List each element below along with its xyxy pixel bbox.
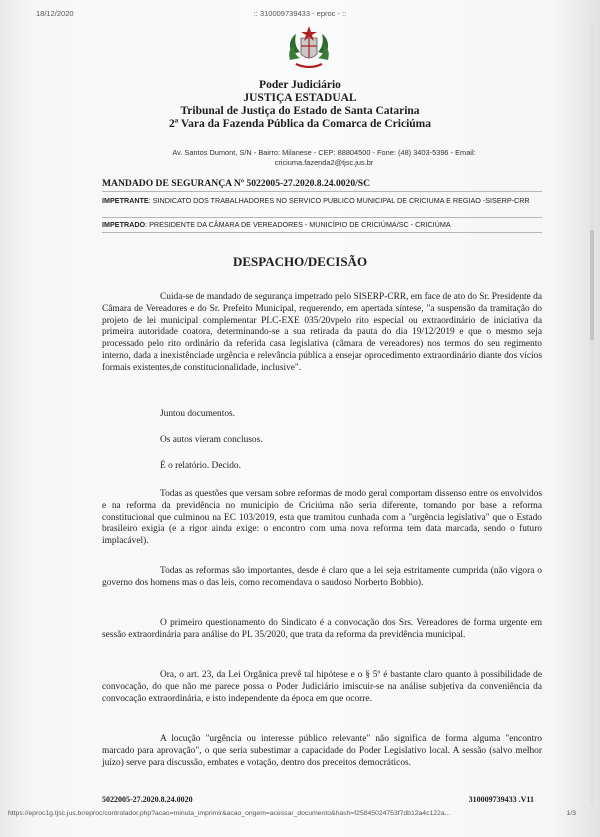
court-header (60, 79, 540, 131)
court-address (138, 148, 510, 168)
impetrante-row (102, 196, 542, 206)
impetrante-value: : SINDICATO DOS TRABALHADORES NO SERVICO PUBLICO MUNICIPAL DE CRICIUMA E REGIAO -SISERP-CRR (148, 196, 530, 205)
paragraph-4: É o relatório. Decido. (160, 461, 241, 471)
divider (102, 217, 542, 218)
print-url[interactable]: https://eproc1g.tjsc.jus.br/eproc/controlador.php?acao=minuta_imprimir&acao_origem=acessar_documento&hash=f25845024753f7db12a4c122a... (8, 810, 451, 817)
paragraph-1: Cuida-se de mandado de segurança impetrado pelo SISERP-CRR, em face de ato do Sr. Presidente da Câmara de Vereadores e do Sr. Prefeito Municipal, requerendo, em apertada síntese, "a suspensão da tramitação do projeto de lei municipal complementar PLC-EXE 035/20vpelo rito especial ou extraordinário de iniciativa da primeira autoridade coatora, determinando-se a sua retirada da pauta do dia 19/12/2019 e que o mesmo seja processado pelo rito ordinário da referida casa legislativa (câmara de vereadores) nos termos do seu regimento interno, dada a inexistênciade urgência e relevância pública a ensejar oprocedimento extraordinário diante dos vícios formais existentes,de constitucionalidade, inclusive". (102, 292, 542, 373)
paragraph-6: Todas as reformas são importantes, desde é claro que a lei seja estritamente cumprida (não vigora o governo dos homens mas o das leis, como recomendava o saudoso Norberto Bobbio). (102, 566, 542, 588)
case-title: MANDADO DE SEGURANÇA Nº 5022005-27.2020.8.24.0020/SC (102, 178, 371, 189)
court-line-3: Tribunal de Justiça do Estado de Santa Catarina (180, 105, 420, 117)
footer-case-number: 5022005-27.2020.8.24.0020 (102, 795, 193, 804)
court-line-1: Poder Judiciário (259, 79, 341, 91)
print-doc-ref: :: 310009739433 - eproc - :: (253, 9, 347, 18)
paragraph-8: Ora, o art. 23, da Lei Orgânica prevê tal hipótese e o § 5º é bastante claro quanto à possibilidade de convocação, do que não me parece possa o Poder Judiciário imiscuir-se na análise subjetiva da conveniência da convocação extraordinária, e isto independente da época em que ocorre. (102, 670, 542, 704)
paragraph-9: A locução "urgência ou interesse público relevante" não significa de forma alguma "encontro marcado para aprovação", o que seria subestimar a capacidade do Poder Legislativo local. A sessão (salvo melhor juízo) serve para discussão, embates e votação, dentro dos preceitos democráticos. (102, 734, 542, 768)
impetrado-value: : PRESIDENTE DA CÂMARA DE VEREADORES - MUNICÍPIO DE CRICIÚMA/SC - CRICIÚMA (145, 220, 451, 229)
court-line-4: 2ª Vara da Fazenda Pública da Comarca de Criciúma (169, 118, 431, 130)
court-line-2: JUSTIÇA ESTADUAL (243, 92, 357, 104)
print-date: 18/12/2020 (36, 9, 74, 18)
divider (102, 232, 542, 233)
paragraph-7: O primeiro questionamento do Sindicato é a convocação dos Srs. Vereadores de forma urgente em sessão extraordinária para análise do PL 35/2020, que trata da reforma da previdência municipal. (102, 618, 542, 640)
footer-doc-version: 310009739433 .V11 (468, 795, 534, 804)
coat-of-arms-icon (286, 24, 332, 74)
page-number: 1/3 (566, 810, 576, 817)
impetrante-label: IMPETRANTE (102, 196, 149, 205)
paragraph-2: Juntou documentos. (160, 409, 235, 419)
paragraph-3: Os autos vieram conclusos. (160, 435, 263, 445)
impetrado-row (102, 220, 542, 230)
paragraph-5: Todas as questões que versam sobre reformas de modo geral comportam dissenso entre os envolvidos e na reforma da previdência no município de Criciúma não seria diferente, tomando por base a reforma constitucional que culminou na EC 103/2019, esta que tramitou cunhada com a "urgência legislativa" que o Estado brasileiro exigia (e a rigor ainda exige: o encontro com uma nova reforma tem data marcada, sendo o futuro implacável). (102, 489, 542, 547)
impetrado-label: IMPETRADO (102, 220, 146, 229)
scrollbar-thumb[interactable] (590, 230, 594, 340)
address-line-1: Av. Santos Dumont, S/N - Bairro: Milanese - CEP: 88804500 - Fone: (48) 3403-5396 - Email: (172, 148, 476, 157)
address-email: criciuma.fazenda2@tjsc.jus.br (274, 158, 374, 167)
document-heading: DESPACHO/DECISÃO (232, 254, 368, 269)
scrollbar-track[interactable] (590, 24, 594, 804)
divider (102, 191, 542, 192)
